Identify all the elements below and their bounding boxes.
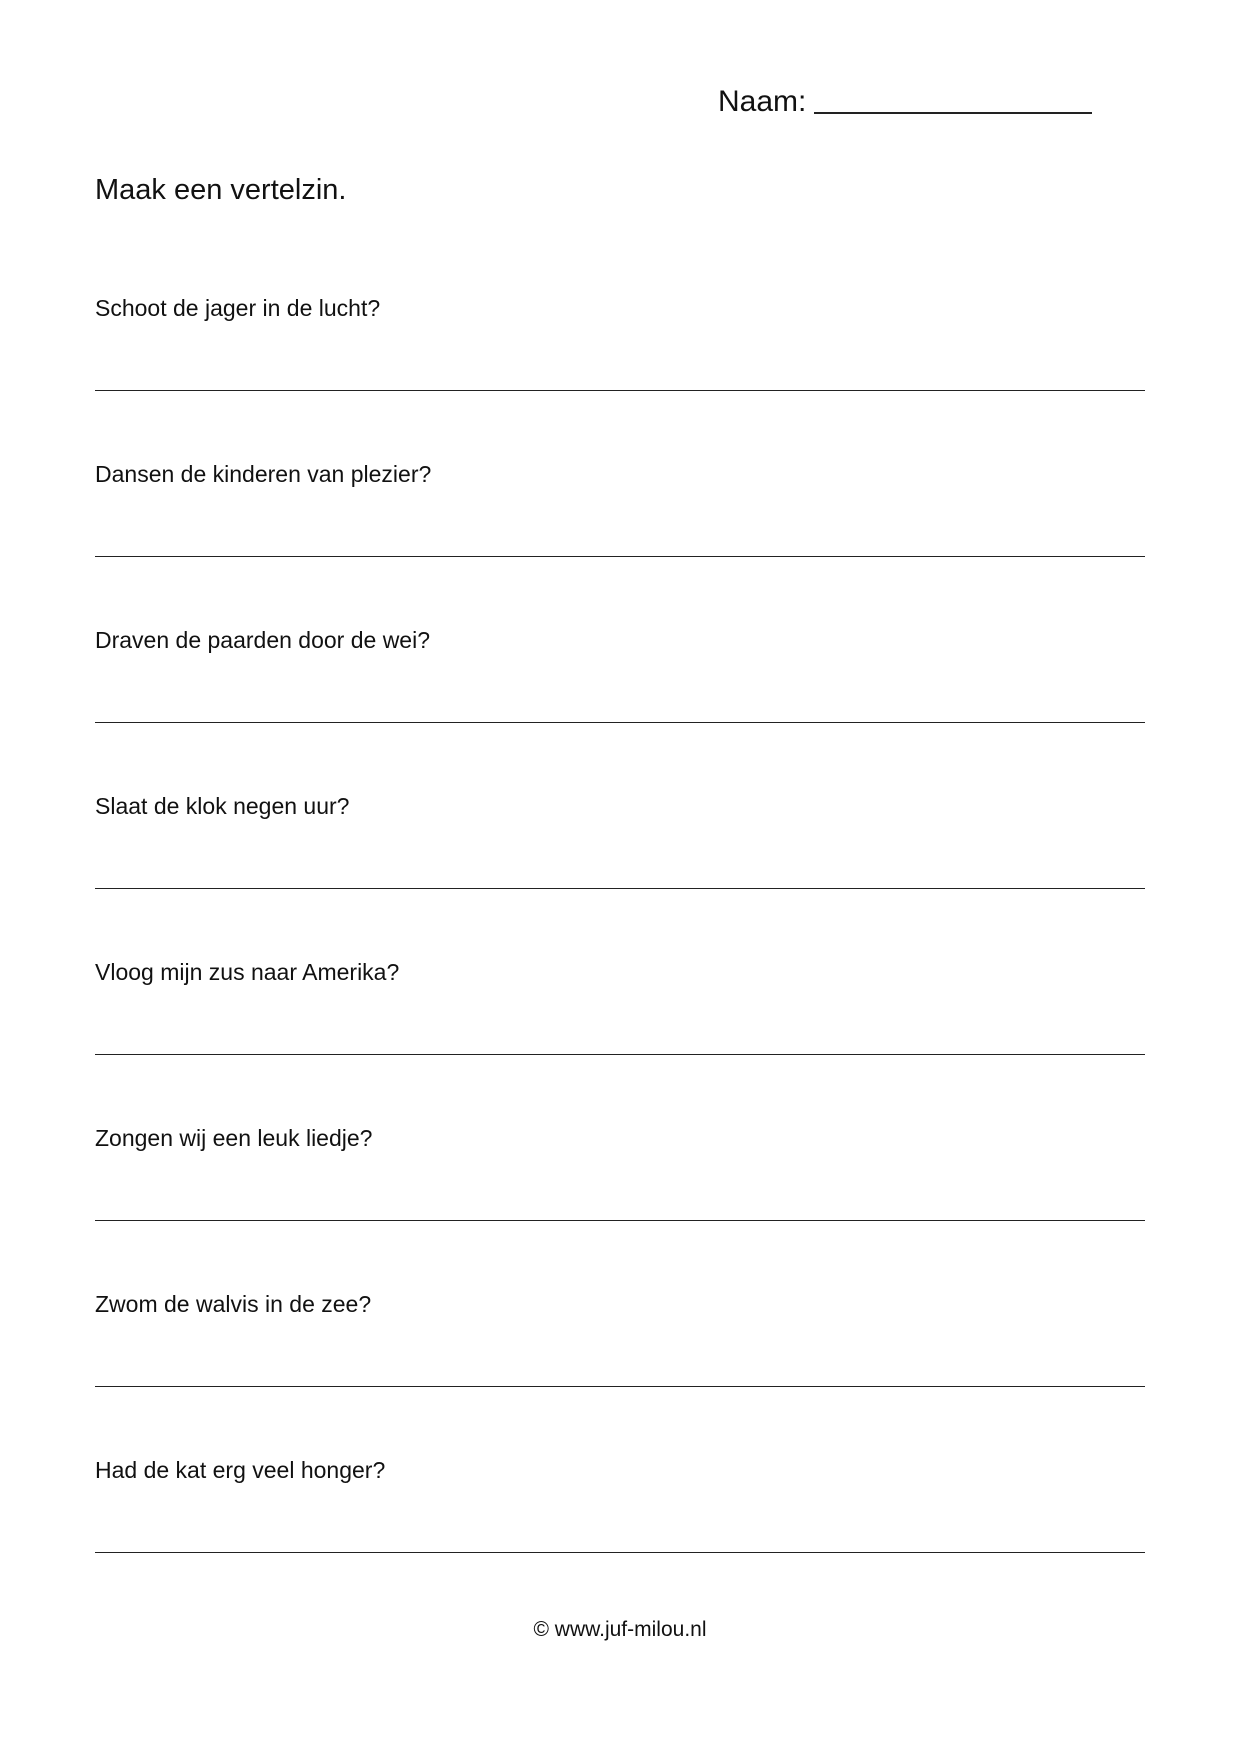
worksheet-title: Maak een vertelzin. [95,174,347,206]
question-item [95,293,1145,459]
name-write-line[interactable] [814,112,1092,114]
question-text: Zwom de walvis in de zee? [95,1291,372,1317]
question-item [95,625,1145,791]
answer-line[interactable] [95,888,1145,889]
answer-line[interactable] [95,390,1145,391]
question-item [95,957,1145,1123]
answer-line[interactable] [95,1220,1145,1221]
question-text: Slaat de klok negen uur? [95,793,350,819]
answer-line[interactable] [95,556,1145,557]
question-item [95,1455,1145,1621]
question-item [95,1123,1145,1289]
question-text: Zongen wij een leuk liedje? [95,1125,373,1151]
copyright-footer: © www.juf-milou.nl [533,1618,707,1641]
answer-line[interactable] [95,1054,1145,1055]
name-label: Naam: [718,85,807,118]
answer-line[interactable] [95,722,1145,723]
question-item [95,791,1145,957]
answer-line[interactable] [95,1386,1145,1387]
question-text: Schoot de jager in de lucht? [95,295,381,321]
question-text: Vloog mijn zus naar Amerika? [95,959,400,985]
answer-line[interactable] [95,1552,1145,1553]
question-item [95,459,1145,625]
question-item [95,1289,1145,1455]
question-text: Had de kat erg veel honger? [95,1457,386,1483]
question-text: Dansen de kinderen van plezier? [95,461,432,487]
question-list [95,293,1145,1621]
name-field [718,84,1092,120]
question-text: Draven de paarden door de wei? [95,627,431,653]
